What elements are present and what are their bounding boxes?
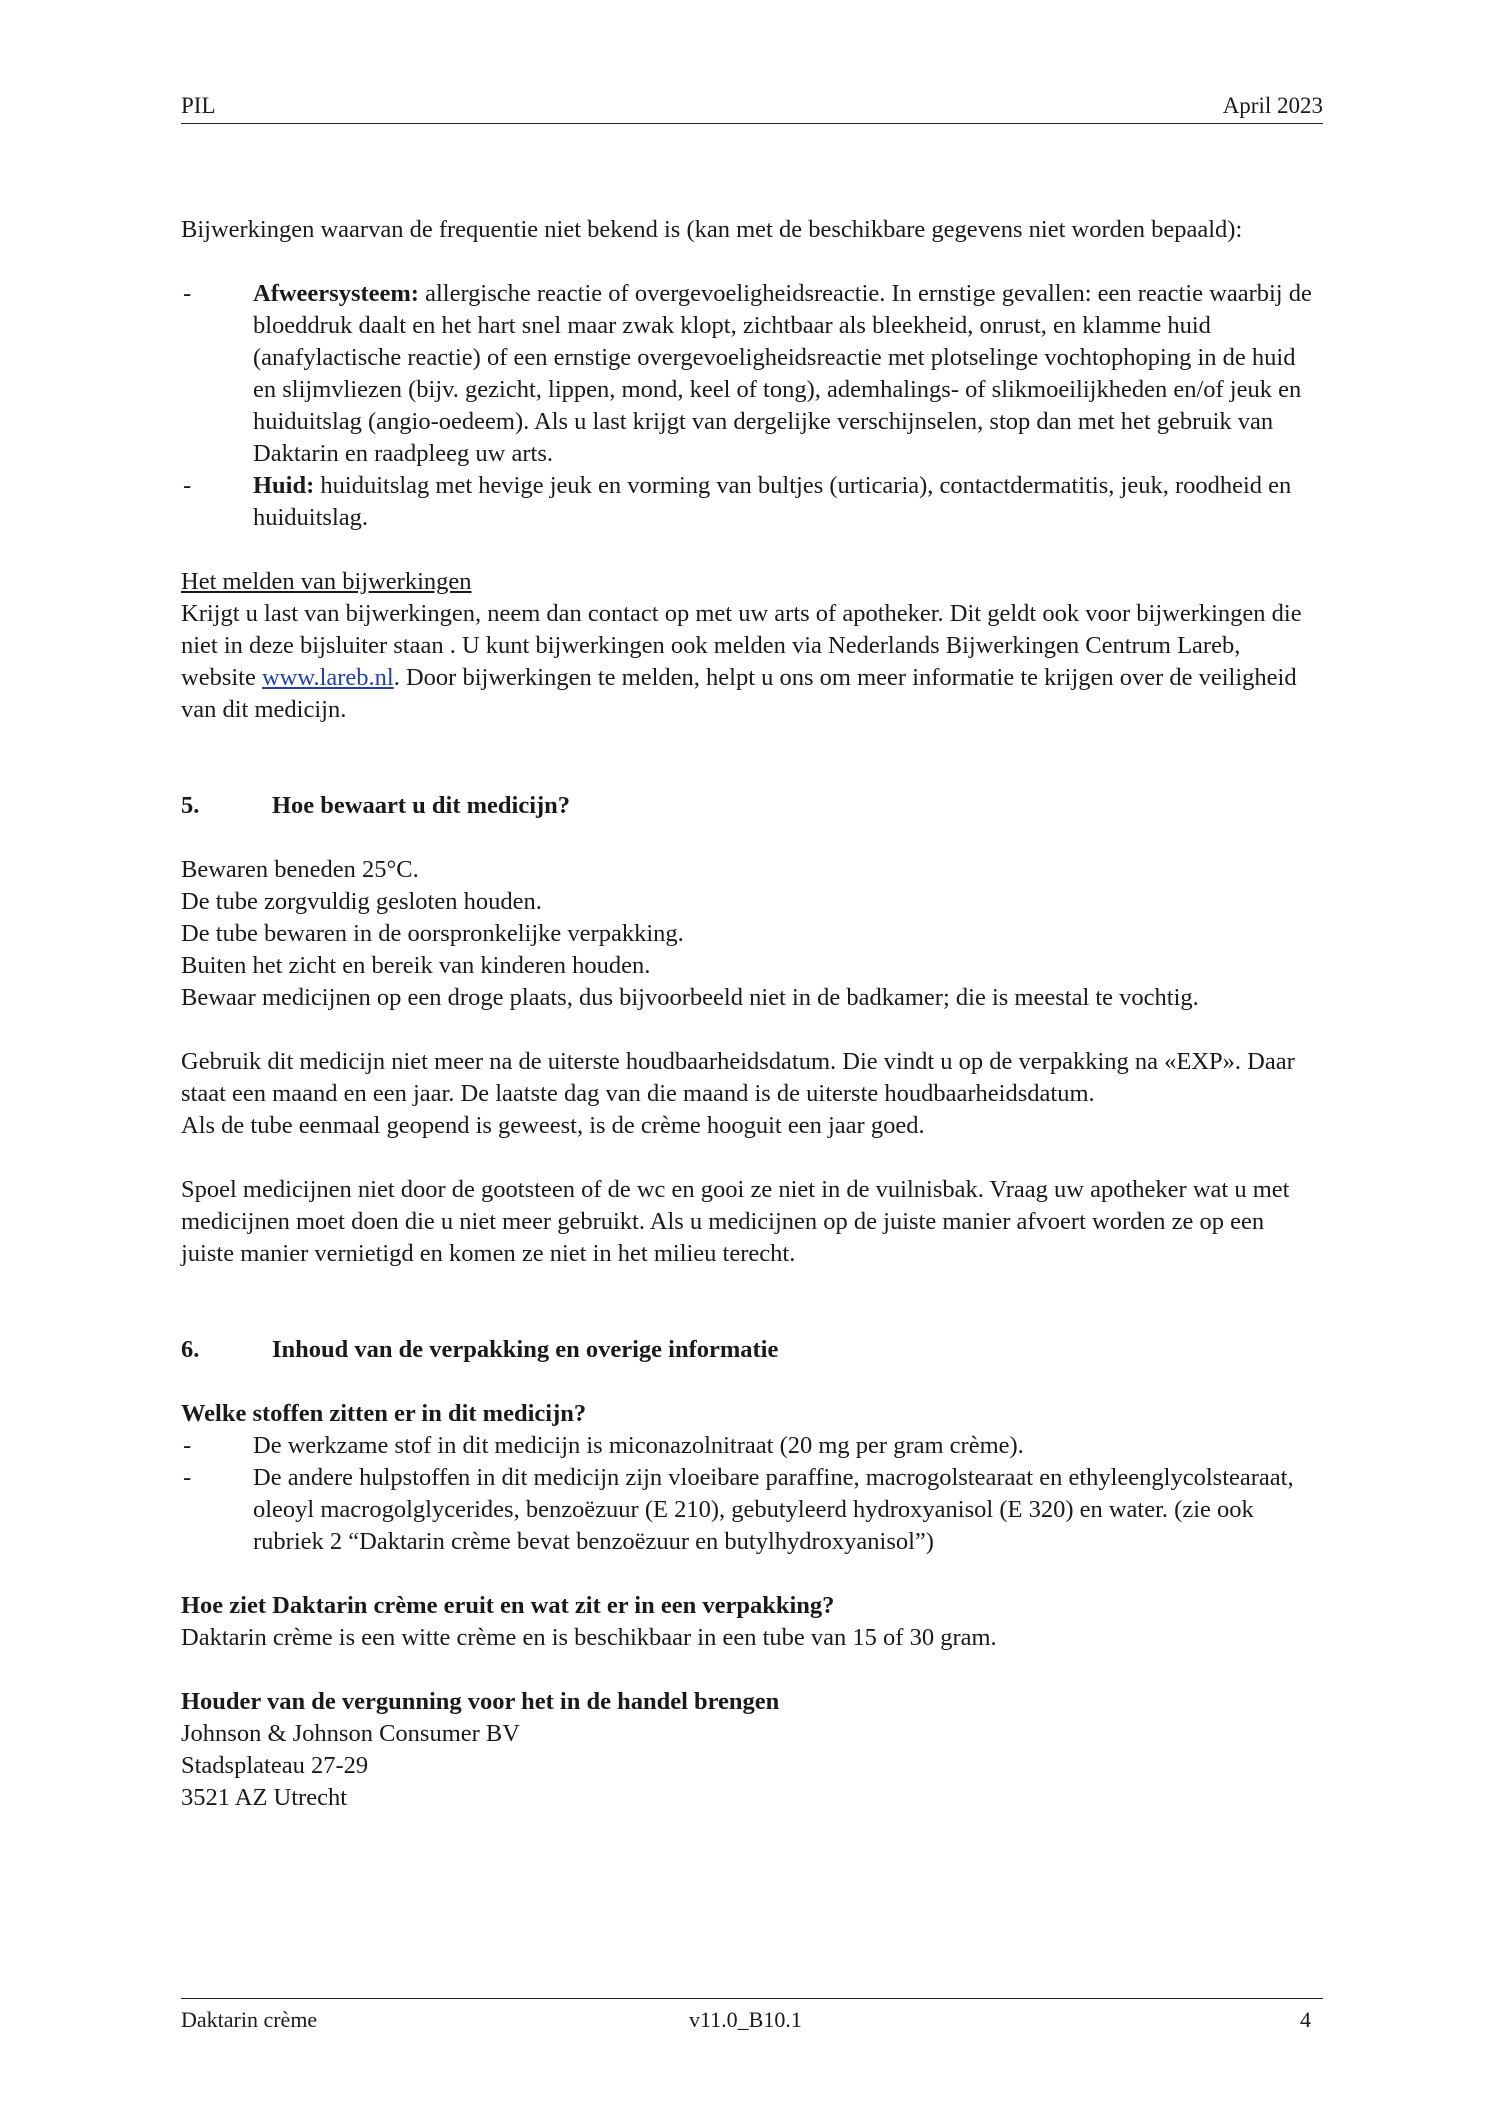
ingredient-item xyxy=(181,1462,1321,1558)
opened-paragraph: Als de tube eenmaal geopend is geweest, is de crème hooguit een jaar goed. xyxy=(181,1112,925,1139)
footer-product: Daktarin crème xyxy=(181,2007,318,2032)
storage-line: Buiten het zicht en bereik van kinderen houden. xyxy=(181,952,651,979)
report-text-before: Krijgt u last van bijwerkingen, neem dan contact op met uw arts of apotheker. Dit geldt ook voor bijwerkingen die niet in deze bijsluiter staan . U kunt bijwerkingen ook melden via Nederlands Bijwerkingen Centrum Lareb, website xyxy=(181,600,1302,691)
side-effect-item xyxy=(181,278,1321,470)
report-text-after: . Door bijwerkingen te melden, helpt u ons om meer informatie te krijgen over de veiligheid van dit medicijn. xyxy=(181,664,1297,723)
side-effect-text: huiduitslag met hevige jeuk en vorming van bultjes (urticaria), contactdermatitis, jeuk, roodheid en huiduitslag. xyxy=(253,472,1292,531)
storage-line: De tube bewaren in de oorspronkelijke verpakking. xyxy=(181,920,684,947)
ingredient-text: De andere hulpstoffen in dit medicijn zijn vloeibare paraffine, macrogolstearaat en ethyleenglycolstearaat, oleoyl macrogolglycerides, benzoëzuur (E 210), gebutyleerd hydroxyanisol (E 320) en water. (zie ook rubriek 2 “Daktarin crème bevat benzoëzuur en butylhydroxyanisol”) xyxy=(253,1464,1294,1555)
storage-line: Bewaar medicijnen op een droge plaats, dus bijvoorbeeld niet in de badkamer; die is meestal te vochtig. xyxy=(181,984,1199,1011)
side-effect-term: Huid: xyxy=(253,472,315,499)
disposal-paragraph: Spoel medicijnen niet door de gootsteen of de wc en gooi ze niet in de vuilnisbak. Vraag uw apotheker wat u met medicijnen moet doen die u niet meer gebruikt. Als u medicijnen op de juiste manier afvoert worden ze op een juiste manier vernietigd en komen ze niet in het milieu terecht. xyxy=(181,1176,1290,1267)
section-5-heading xyxy=(181,790,1321,822)
storage-line: De tube zorgvuldig gesloten houden. xyxy=(181,888,542,915)
page-footer xyxy=(181,1998,1323,2033)
appearance-text: Daktarin crème is een witte crème en is beschikbaar in een tube van 15 of 30 gram. xyxy=(181,1624,997,1651)
section-title: Inhoud van de verpakking en overige informatie xyxy=(272,1336,779,1363)
side-effect-term: Afweersysteem: xyxy=(253,280,419,307)
header-left: PIL xyxy=(181,93,216,118)
holder-heading: Houder van de vergunning voor het in de handel brengen xyxy=(181,1688,780,1715)
ingredients-heading: Welke stoffen zitten er in dit medicijn? xyxy=(181,1400,587,1427)
lareb-link[interactable]: www.lareb.nl xyxy=(261,664,394,691)
page-number: 4 xyxy=(1300,2007,1311,2032)
report-paragraph xyxy=(181,598,1321,726)
footer-version: v11.0_B10.1 xyxy=(689,2007,802,2032)
list-dash: - xyxy=(183,1464,192,1491)
holder-line: Stadsplateau 27-29 xyxy=(181,1752,369,1779)
document-body xyxy=(181,214,1321,1814)
list-dash: - xyxy=(183,280,192,307)
section-6-heading xyxy=(181,1334,1321,1366)
expiry-paragraph: Gebruik dit medicijn niet meer na de uiterste houdbaarheidsdatum. Die vindt u op de verpakking na «EXP». Daar staat een maand en een jaar. De laatste dag van die maand is de uiterste houdbaarheidsdatum. xyxy=(181,1048,1295,1107)
header-date: April 2023 xyxy=(1222,93,1323,118)
storage-line: Bewaren beneden 25°C. xyxy=(181,856,419,883)
section-number: 6. xyxy=(181,1336,200,1363)
side-effect-item xyxy=(181,470,1321,534)
appearance-heading: Hoe ziet Daktarin crème eruit en wat zit er in een verpakking? xyxy=(181,1592,835,1619)
ingredient-item xyxy=(181,1430,1321,1462)
holder-line: 3521 AZ Utrecht xyxy=(181,1784,348,1811)
section-title: Hoe bewaart u dit medicijn? xyxy=(272,792,571,819)
page-header xyxy=(181,93,1323,124)
intro-paragraph: Bijwerkingen waarvan de frequentie niet bekend is (kan met de beschikbare gegevens niet worden bepaald): xyxy=(181,216,1243,243)
report-heading: Het melden van bijwerkingen xyxy=(181,568,472,595)
ingredient-text: De werkzame stof in dit medicijn is miconazolnitraat (20 mg per gram crème). xyxy=(253,1432,1024,1459)
side-effect-text: allergische reactie of overgevoeligheidsreactie. In ernstige gevallen: een reactie waarbij de bloeddruk daalt en het hart snel maar zwak klopt, zichtbaar als bleekheid, onrust, en klamme huid (anafylactische reactie) of een ernstige overgevoeligheidsreactie met plotselinge vochtophoping in de huid en slijmvliezen (bijv. gezicht, lippen, mond, keel of tong), ademhalings- of slikmoeilijkheden en/of jeuk en huiduitslag (angio-oedeem). Als u last krijgt van dergelijke verschijnselen, stop dan met het gebruik van Daktarin en raadpleeg uw arts. xyxy=(253,280,1312,467)
list-dash: - xyxy=(183,1432,192,1459)
holder-line: Johnson & Johnson Consumer BV xyxy=(181,1720,520,1747)
list-dash: - xyxy=(183,472,192,499)
section-number: 5. xyxy=(181,792,200,819)
